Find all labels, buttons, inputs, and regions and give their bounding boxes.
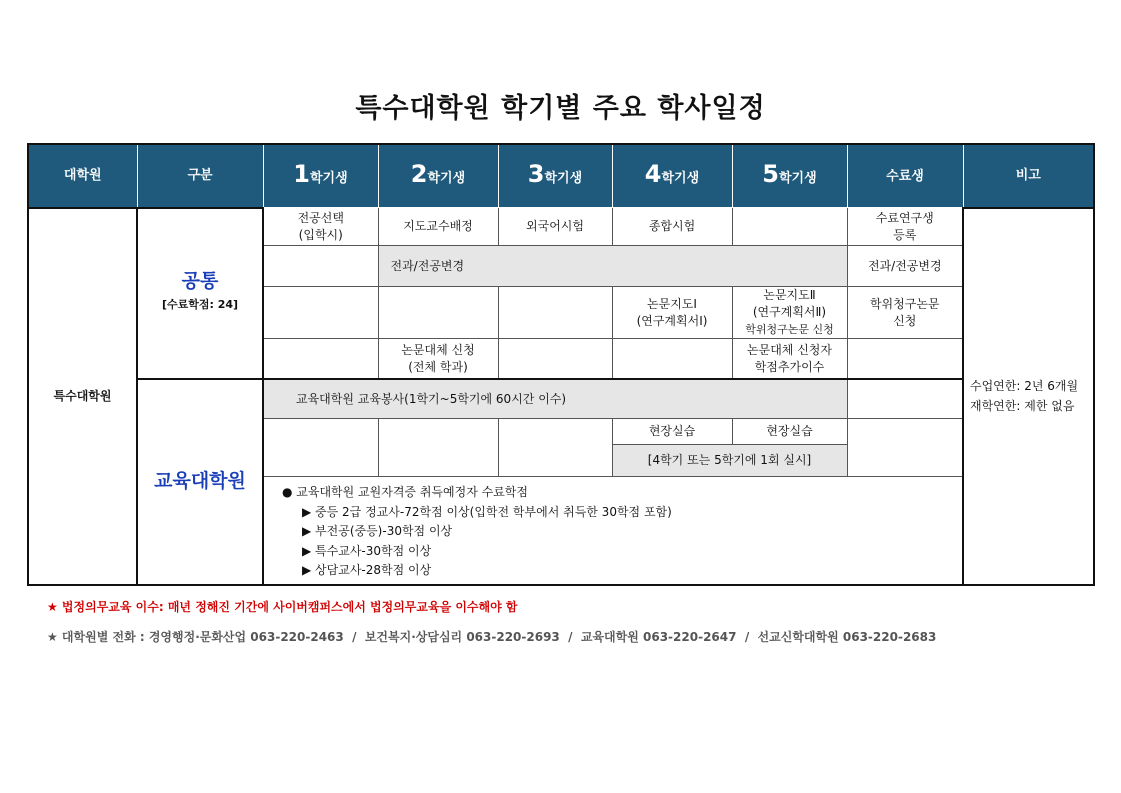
field-practice-s5-cell: 현장실습 [732, 418, 847, 444]
empty-cell [263, 418, 378, 477]
notes-head: ● 교육대학원 교원자격증 취득예정자 수료학점 [282, 485, 528, 500]
empty-cell [847, 418, 963, 477]
page-title: 특수대학원 학기별 주요 학사일정 [355, 93, 766, 124]
empty-cell [498, 339, 612, 379]
header-graduate: 대학원 [28, 144, 137, 208]
header-semester-2: 2학기생 [378, 144, 498, 208]
major-change-done-cell: 전과/전공변경 [847, 246, 963, 286]
list-item: ▶ 부전공(중등)-30학점 이상 [302, 524, 453, 539]
field-practice-s4-cell: 현장실습 [612, 418, 732, 444]
header-row [28, 144, 1094, 208]
header-remark: 비고 [963, 144, 1094, 208]
empty-cell [847, 379, 963, 418]
common-s3-cell: 외국어시험 [498, 208, 612, 246]
education-group-cell: 교육대학원 [137, 379, 263, 585]
thesis-substitute-credit-cell: 논문대체 신청자 학점추가이수 [732, 339, 847, 379]
header-type: 구분 [137, 144, 263, 208]
degree-thesis-cell: 학위청구논문 신청 [847, 286, 963, 338]
common-s4-cell: 종합시험 [612, 208, 732, 246]
header-semester-3: 3학기생 [498, 144, 612, 208]
empty-cell [498, 286, 612, 338]
header-completed: 수료생 [847, 144, 963, 208]
empty-cell [263, 286, 378, 338]
common-s1-cell: 전공선택 (입학시) [263, 208, 378, 246]
certificate-credit-notes [263, 477, 963, 585]
phone-contacts-note: ★ 대학원별 전화 : 경영행정·문화산업 063-220-2463 / 보건복지·상담심리 063-220-2693 / 교육대학원 063-220-2647 / 선교신학대학원 063-220-2683 [47, 630, 937, 644]
empty-cell [263, 339, 378, 379]
common-s5-cell [732, 208, 847, 246]
empty-cell [612, 339, 732, 379]
empty-cell [498, 418, 612, 477]
common-group-cell: 공통 [수료학점: 24] [137, 208, 263, 380]
empty-cell [378, 418, 498, 477]
header-semester-1: 1학기생 [263, 144, 378, 208]
education-service-cell: 교육대학원 교육봉사(1학기~5학기에 60시간 이수) [263, 379, 847, 418]
empty-cell [263, 246, 378, 286]
thesis-substitute-cell: 논문대체 신청 (전체 학과) [378, 339, 498, 379]
list-item: ▶ 특수교사-30학점 이상 [302, 543, 432, 558]
major-change-span-cell: 전과/전공변경 [378, 246, 847, 286]
legal-education-note: ★ 법정의무교육 이수: 매년 정해진 기간에 사이버캠퍼스에서 법정의무교육을 이수해야 함 [47, 600, 518, 614]
table-row [28, 379, 1094, 418]
empty-cell [378, 286, 498, 338]
table-row [28, 208, 1094, 246]
thesis-guidance-2-cell: 논문지도Ⅱ (연구계획서Ⅱ) 학위청구논문 신청 [732, 286, 847, 338]
common-s2-cell: 지도교수배정 [378, 208, 498, 246]
common-done-cell: 수료연구생 등록 [847, 208, 963, 246]
schedule-table [27, 143, 1095, 586]
empty-cell [847, 339, 963, 379]
list-item: ▶ 중등 2급 정교사-72학점 이상(입학전 학부에서 취득한 30학점 포함) [302, 504, 672, 519]
header-semester-4: 4학기생 [612, 144, 732, 208]
field-practice-note-cell: [4학기 또는 5학기에 1회 실시] [612, 445, 847, 477]
remark-cell: 수업연한: 2년 6개월 재학연한: 제한 없음 [963, 208, 1094, 585]
thesis-guidance-1-cell: 논문지도Ⅰ (연구계획서Ⅰ) [612, 286, 732, 338]
header-semester-5: 5학기생 [732, 144, 847, 208]
list-item: ▶ 상담교사-28학점 이상 [302, 563, 432, 578]
graduate-school-cell: 특수대학원 [28, 208, 137, 585]
